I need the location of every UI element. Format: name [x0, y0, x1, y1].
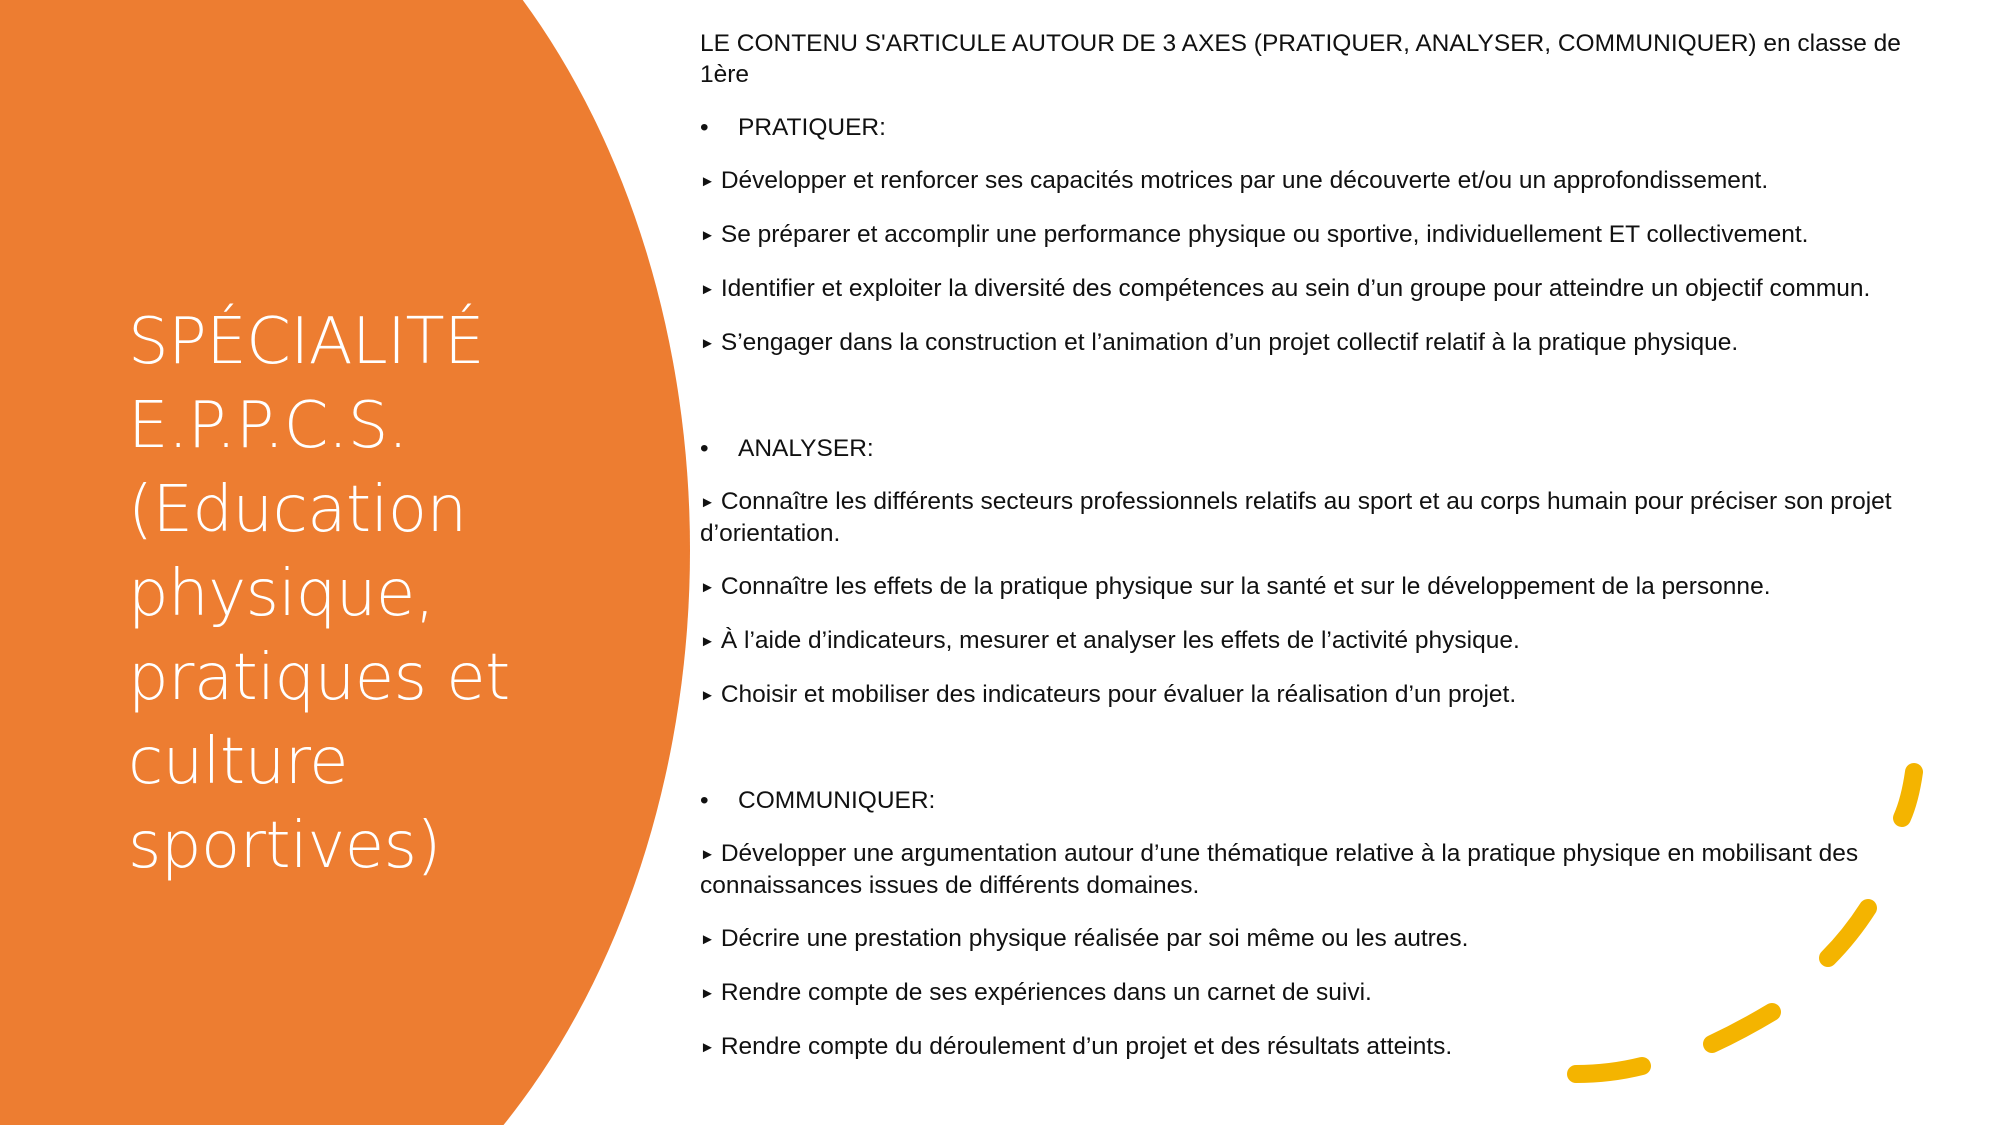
triangle-bullet-icon: ►: [700, 687, 715, 704]
triangle-bullet-icon: ►: [700, 846, 715, 863]
list-item: [700, 571, 1955, 603]
content-body: [700, 28, 1955, 1085]
triangle-bullet-icon: ►: [700, 985, 715, 1002]
list-item: [700, 219, 1955, 251]
title-line: culture: [128, 725, 348, 799]
list-item: [700, 273, 1955, 305]
section-heading-label: ANALYSER:: [738, 435, 874, 462]
list-item: [700, 165, 1955, 197]
section-spacer: [700, 733, 1955, 785]
list-item-text: Se préparer et accomplir une performance physique ou sportive, individuellement ET collectivement.: [720, 221, 1809, 248]
section-heading-label: PRATIQUER:: [738, 114, 886, 141]
list-item-text: Développer une argumentation autour d’une thématique relative à la pratique physique en mobilisant des connaissances issues de différents domaines.: [700, 840, 1859, 899]
triangle-bullet-icon: ►: [700, 1039, 715, 1056]
triangle-bullet-icon: ►: [700, 633, 715, 650]
list-item: [700, 923, 1955, 955]
triangle-bullet-icon: ►: [700, 335, 715, 352]
list-item-text: Connaître les effets de la pratique physique sur la santé et sur le développement de la personne.: [720, 573, 1771, 600]
triangle-bullet-icon: ►: [700, 173, 715, 190]
list-item-text: À l’aide d’indicateurs, mesurer et analyser les effets de l’activité physique.: [720, 627, 1520, 654]
section-heading-label: COMMUNIQUER:: [738, 787, 936, 814]
list-item: [700, 679, 1955, 711]
triangle-bullet-icon: ►: [700, 931, 715, 948]
list-item: [700, 625, 1955, 657]
section-pratiquer: [700, 112, 1955, 359]
bullet-icon: •: [700, 787, 709, 814]
title-line: SPÉCIALITÉ: [128, 305, 485, 379]
section-heading: [700, 112, 1955, 143]
bullet-icon: •: [700, 435, 709, 462]
triangle-bullet-icon: ►: [700, 281, 715, 298]
bullet-icon: •: [700, 114, 709, 141]
slide-title: [128, 300, 598, 888]
section-communiquer: [700, 785, 1955, 1063]
list-item-text: Rendre compte du déroulement d’un projet et des résultats atteints.: [720, 1033, 1453, 1060]
title-line: sportives): [128, 809, 441, 883]
triangle-bullet-icon: ►: [700, 579, 715, 596]
list-item: [700, 1031, 1955, 1063]
list-item-text: Connaître les différents secteurs professionnels relatifs au sport et au corps humain pour préciser son projet d’orientation.: [700, 488, 1892, 547]
list-item: [700, 838, 1955, 901]
list-item: [700, 977, 1955, 1009]
list-item: [700, 327, 1955, 359]
title-line: E.P.P.C.S.: [128, 389, 408, 463]
list-item-text: Identifier et exploiter la diversité des compétences au sein d’un groupe pour atteindre un objectif commun.: [720, 275, 1871, 302]
section-spacer: [700, 381, 1955, 433]
title-line: (Education: [128, 473, 467, 547]
intro-text: LE CONTENU S'ARTICULE AUTOUR DE 3 AXES (PRATIQUER, ANALYSER, COMMUNIQUER) en classe de 1ère: [700, 30, 1901, 88]
triangle-bullet-icon: ►: [700, 227, 715, 244]
triangle-bullet-icon: ►: [700, 494, 715, 511]
section-analyser: [700, 433, 1955, 711]
section-heading: [700, 785, 1955, 816]
title-line: pratiques et: [128, 641, 510, 715]
section-heading: [700, 433, 1955, 464]
list-item-text: Développer et renforcer ses capacités motrices par une découverte et/ou un approfondissement.: [720, 167, 1769, 194]
list-item: [700, 486, 1955, 549]
list-item-text: Rendre compte de ses expériences dans un carnet de suivi.: [720, 979, 1372, 1006]
list-item-text: S’engager dans la construction et l’animation d’un projet collectif relatif à la pratique physique.: [720, 329, 1739, 356]
title-line: physique,: [128, 557, 435, 631]
list-item-text: Décrire une prestation physique réalisée par soi même ou les autres.: [720, 925, 1469, 952]
list-item-text: Choisir et mobiliser des indicateurs pour évaluer la réalisation d’un projet.: [720, 681, 1517, 708]
